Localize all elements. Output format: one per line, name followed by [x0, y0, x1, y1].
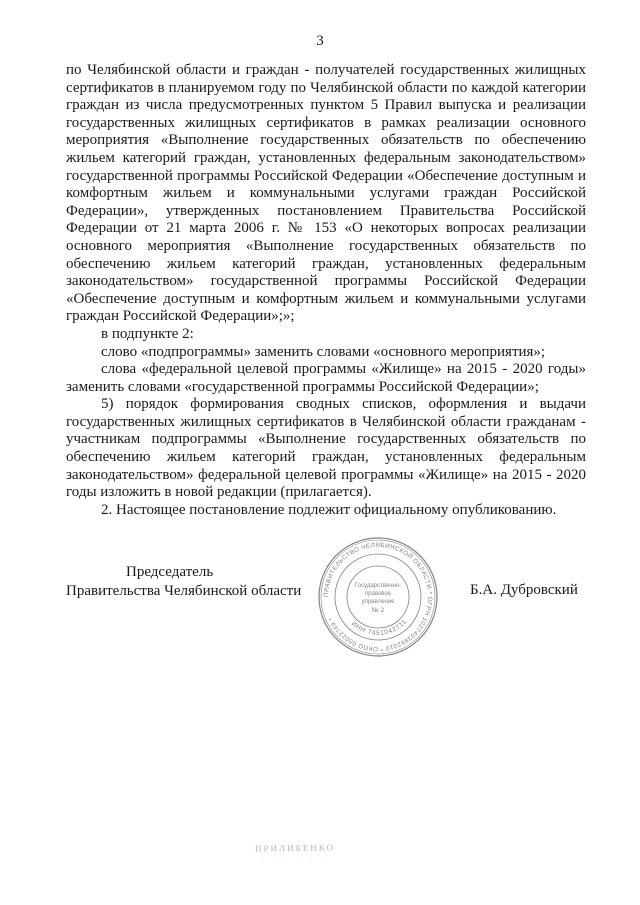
- paragraph-item-5: 5) порядок формирования сводных списков, оформления и выдачи государственных жилищных сертификатов в Челябинской области гражданам - участникам подпрограммы «Выполнение государственных обязательств по обеспечению жильем категорий граждан, установленных федеральным законодательством» федеральной целевой программы «Жилище» на 2015 - 2020 годы изложить в новой редакции (прилагается).: [66, 396, 586, 501]
- seal-center-line1: Государственно-: [354, 583, 402, 589]
- faint-registration-mark: ПРИЛИБЕНКО: [254, 842, 336, 854]
- paragraph-continuation: по Челябинской области и граждан - получателей государственных жилищных сертификатов в планируемом году по Челябинской области по каждой категории граждан из числа предусмотренных пунктом 5 Правил выпуска и реализации государственных жилищных сертификатов в рамках реализации основного мероприятия «Выполнение государственных обязательств по обеспечению жильем категорий граждан, установленных федеральным законодательством» государственной программы Российской Федерации «Обеспечение доступным и комфортным жильем и коммунальными услугами граждан Российской Федерации», утвержденных постановлением Правительства Российской Федерации от 21 марта 2006 г. № 153 «О некоторых вопросах реализации основного мероприятия «Выполнение государственных обязательств по обеспечению жильем категорий граждан, установленных федеральным законодательством» государственной программы Российской Федерации «Обеспечение доступным и комфортным жильем и коммунальными услугами граждан Российской Федерации»;»;: [66, 62, 586, 325]
- document-body: [66, 62, 586, 519]
- seal-inn-text: ИНН 7451042711: [349, 618, 409, 638]
- official-seal-stamp: [316, 535, 440, 659]
- seal-outer-text: ПРАВИТЕЛЬСТВО ЧЕЛЯБИНСКОЙ ОБЛАСТИ * ОГРН 1027403862210 * ОКПО 00022749 *: [322, 541, 434, 653]
- paragraph-subpoint-2: в подпункте 2:: [101, 325, 194, 342]
- signatory-title-line2: Правительства Челябинской области: [66, 583, 302, 599]
- signature-block: [66, 541, 586, 693]
- page-number: 3: [316, 33, 324, 49]
- paragraph-replace-words: слова «федеральной целевой программы «Жилище» на 2015 - 2020 годы» заменить словами «государственной программы Российской Федерации»;: [66, 361, 586, 395]
- paragraph-replace-word: слово «подпрограммы» заменить словами «основного мероприятия»;: [101, 343, 546, 360]
- paragraph-publication: 2. Настоящее постановление подлежит официальному опубликованию.: [101, 501, 557, 518]
- signatory-name: Б.А. Дубровский: [470, 582, 578, 598]
- signatory-title-line1: Председатель: [126, 564, 214, 580]
- seal-center-line2: правовое: [364, 591, 392, 597]
- faint-registration-dots: · · · · · ·: [261, 855, 329, 865]
- seal-center-line4: № 2: [371, 607, 385, 614]
- seal-center-line3: управление: [361, 599, 395, 605]
